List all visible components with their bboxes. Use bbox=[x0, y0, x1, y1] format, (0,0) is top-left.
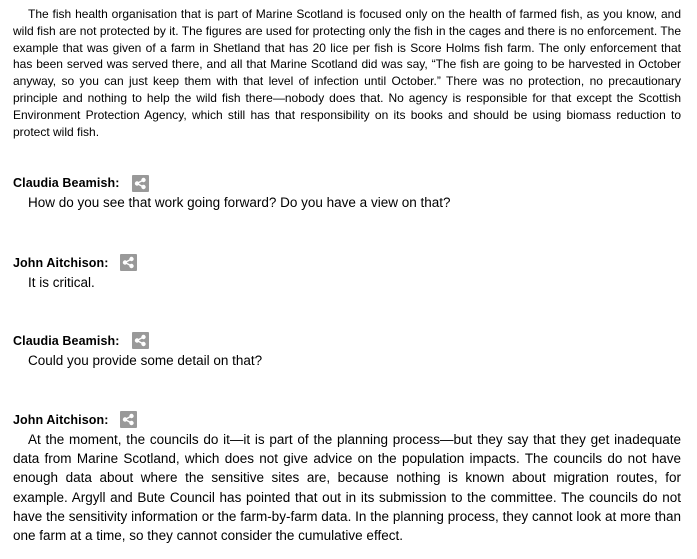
share-icon[interactable] bbox=[120, 254, 137, 271]
share-icon[interactable] bbox=[120, 411, 137, 428]
speaker-name: Claudia Beamish: bbox=[13, 176, 120, 191]
speaker-name: John Aitchison: bbox=[13, 255, 109, 270]
contribution-text: It is critical. bbox=[28, 274, 95, 290]
speaker-name: John Aitchison: bbox=[13, 412, 109, 427]
speaker-row bbox=[13, 331, 681, 351]
contribution-text: Could you provide some detail on that? bbox=[28, 352, 263, 368]
transcript-page bbox=[13, 6, 681, 545]
spacer bbox=[13, 140, 681, 173]
contribution-4 bbox=[13, 410, 681, 545]
spacer bbox=[13, 370, 681, 410]
share-icon[interactable] bbox=[132, 175, 149, 192]
contribution-text: How do you see that work going forward? Do you have a view on that? bbox=[28, 195, 451, 211]
speaker-name: Claudia Beamish: bbox=[13, 333, 120, 348]
share-icon[interactable] bbox=[132, 332, 149, 349]
spacer bbox=[13, 292, 681, 331]
contribution-2 bbox=[13, 253, 681, 292]
contribution-1 bbox=[13, 173, 681, 212]
contribution-3 bbox=[13, 331, 681, 370]
speaker-row bbox=[13, 410, 681, 430]
spacer bbox=[13, 213, 681, 253]
speaker-row bbox=[13, 253, 681, 273]
intro-paragraph: The fish health organisation that is part of Marine Scotland is focused only on the health of farmed fish, as you know, and wild fish are not protected by it. The figures are used for protecting only the fish in the cages and there is no enforcement. The example that was given of a farm in Shetland that has 20 lice per fish is Score Holms fish farm. The only enforcement that has been served was served there, and all that Marine Scotland did was say, “The fish are going to be harvested in October anyway, so you can just keep them with that level of infection until October.” There was no protection, no precautionary principle and nothing to help the wild fish there—nobody does that. No agency is responsible for that except the Scottish Environment Protection Agency, which still has that responsibility on its books and should be using biomass reduction to protect wild fish. bbox=[13, 7, 681, 139]
contribution-text: At the moment, the councils do it—it is part of the planning process—but they say that they get inadequate data from Marine Scotland, which does not give advice on the population impacts. The councils do not have enough data about where the sensitive sites are, because nothing is known about migration routes, for example. Argyll and Bute Council has pointed that out in its submission to the committee. The councils do not have the sensitivity information or the farm-by-farm data. In the planning process, they cannot look at more than one farm at a time, so they cannot consider the cumulative effect. bbox=[13, 431, 681, 543]
speaker-row bbox=[13, 173, 681, 193]
